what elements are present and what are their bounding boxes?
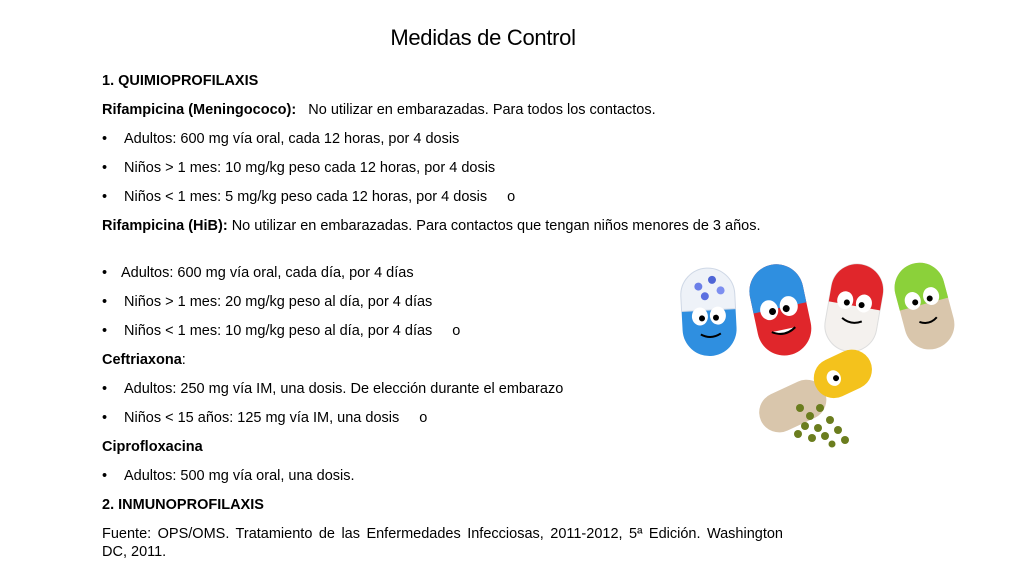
ciprofloxacina-heading: Ciprofloxacina xyxy=(102,439,203,455)
ceftriaxona-heading: Ceftriaxona: xyxy=(102,352,186,368)
or-word: o xyxy=(507,189,516,205)
list-item: • Adultos: 500 mg vía oral, una dosis. xyxy=(102,468,355,484)
bullet: • xyxy=(102,265,108,281)
bullet: • xyxy=(102,160,108,176)
bullet: • xyxy=(102,294,108,310)
section-heading-inmunoprofilaxis: 2. INMUNOPROFILAXIS xyxy=(102,497,264,513)
bullet: • xyxy=(102,131,108,147)
drug-label: Rifampicina (HiB): xyxy=(102,218,228,234)
bullet: • xyxy=(102,381,108,397)
or-word: o xyxy=(452,323,461,339)
bullet: • xyxy=(102,468,108,484)
cartoon-pills-icon xyxy=(670,258,960,448)
list-item: • Niños < 1 mes: 10 mg/kg peso al día, por 4 días o xyxy=(102,323,461,339)
section-heading-quimioprofilaxis: 1. QUIMIOPROFILAXIS xyxy=(102,73,259,89)
drug-note: No utilizar en embarazadas. Para todos los contactos. xyxy=(308,102,656,118)
bullet: • xyxy=(102,410,108,426)
drug-label: Rifampicina (Meningococo): xyxy=(102,102,297,118)
bullet: • xyxy=(102,323,108,339)
list-item: • Adultos: 600 mg vía oral, cada día, por 4 días xyxy=(102,265,414,281)
list-item: • Niños < 1 mes: 5 mg/kg peso cada 12 horas, por 4 dosis o xyxy=(102,189,516,205)
bullet: • xyxy=(102,189,108,205)
rifampicina-meningococo-line xyxy=(102,101,656,119)
list-item: • Niños > 1 mes: 10 mg/kg peso cada 12 horas, por 4 dosis xyxy=(102,160,496,176)
list-item: • Adultos: 250 mg vía IM, una dosis. De elección durante el embarazo xyxy=(102,381,564,397)
rifampicina-hib-paragraph xyxy=(102,217,783,235)
list-item: • Adultos: 600 mg vía oral, cada 12 horas, por 4 dosis xyxy=(102,131,460,147)
list-item: • Niños > 1 mes: 20 mg/kg peso al día, por 4 días xyxy=(102,294,433,310)
drug-label: Ceftriaxona xyxy=(102,352,182,368)
list-item: • Niños < 15 años: 125 mg vía IM, una dosis o xyxy=(102,410,428,426)
or-word: o xyxy=(419,410,428,426)
drug-note: No utilizar en embarazadas. Para contactos que tengan niños menores de 3 años. xyxy=(231,218,761,234)
page-title: Medidas de Control xyxy=(390,25,576,50)
source-citation: Fuente: OPS/OMS. Tratamiento de las Enfermedades Infecciosas, 2011-2012, 5ª Edición. Washington DC, 2011. xyxy=(102,526,783,560)
